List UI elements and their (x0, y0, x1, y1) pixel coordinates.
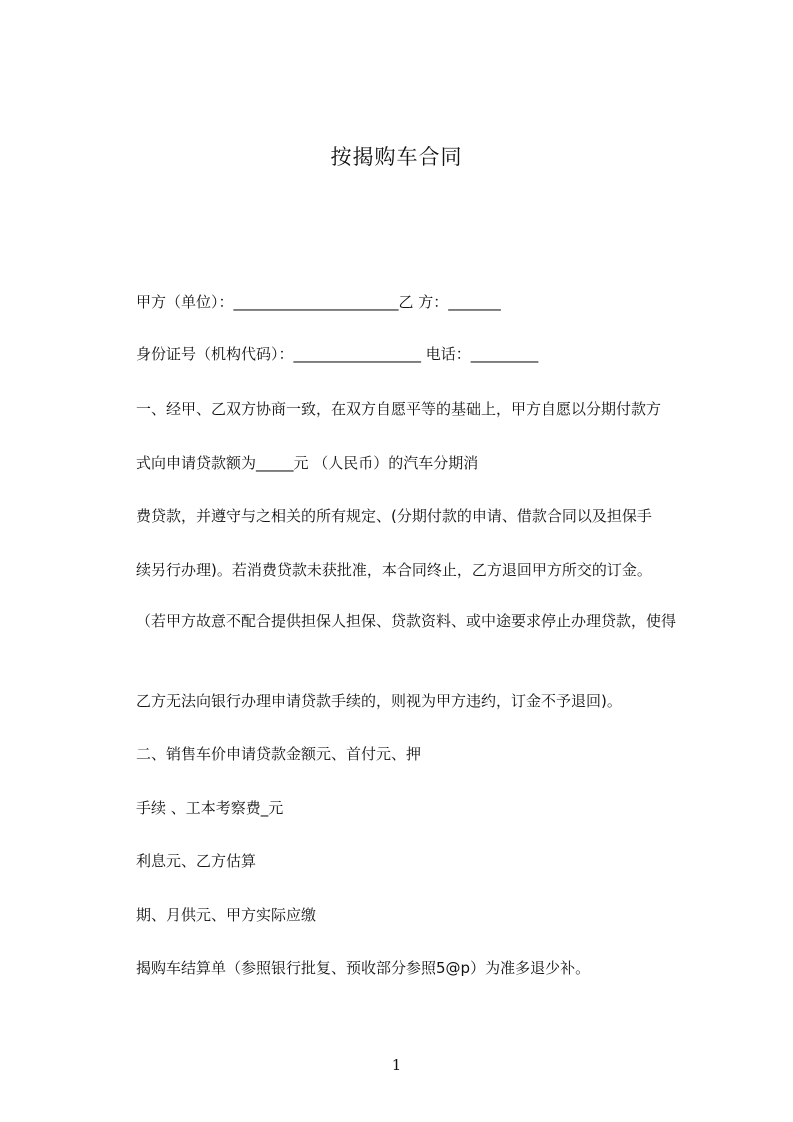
clause-two-line-5: 揭购车结算单（参照银行批复、预收部分参照5@p）为准多退少补。 (136, 959, 591, 977)
id-phone-line: 身份证号（机构代码）：_________________ 电话：_________ (136, 345, 539, 363)
clause-one-line-1: 一、经甲、乙双方协商一致，在双方自愿平等的基础上，甲方自愿以分期付款方 (136, 400, 662, 418)
clause-two-line-2: 手续 、工本考察费_元 (136, 799, 284, 817)
clause-two-line-3: 利息元、乙方估算 (136, 852, 257, 870)
page-number: 1 (391, 1056, 402, 1074)
party-info-line: 甲方（单位）：______________________乙 方：_______ (136, 293, 501, 311)
document-title: 按揭购车合同 (330, 145, 463, 169)
clause-one-line-2: 式向申请贷款额为_____元 （人民币）的汽车分期消 (136, 454, 479, 472)
clause-one-line-6: 乙方无法向银行办理申请贷款手续的，则视为甲方违约，订金不予退回)。 (136, 692, 622, 710)
clause-one-line-5: （若甲方故意不配合提供担保人担保、贷款资料、或中途要求停止办理贷款，使得 (136, 612, 677, 630)
clause-two-line-4: 期、月供元、甲方实际应缴 (136, 906, 317, 924)
clause-one-line-4: 续另行办理)。若消费贷款未获批准，本合同终止，乙方退回甲方所交的订金。 (136, 561, 652, 579)
clause-two-line-1: 二、销售车价申请贷款金额元、首付元、押 (136, 745, 422, 763)
clause-one-line-3: 费贷款，并遵守与之相关的所有规定、(分期付款的申请、借款合同以及担保手 (136, 507, 652, 525)
